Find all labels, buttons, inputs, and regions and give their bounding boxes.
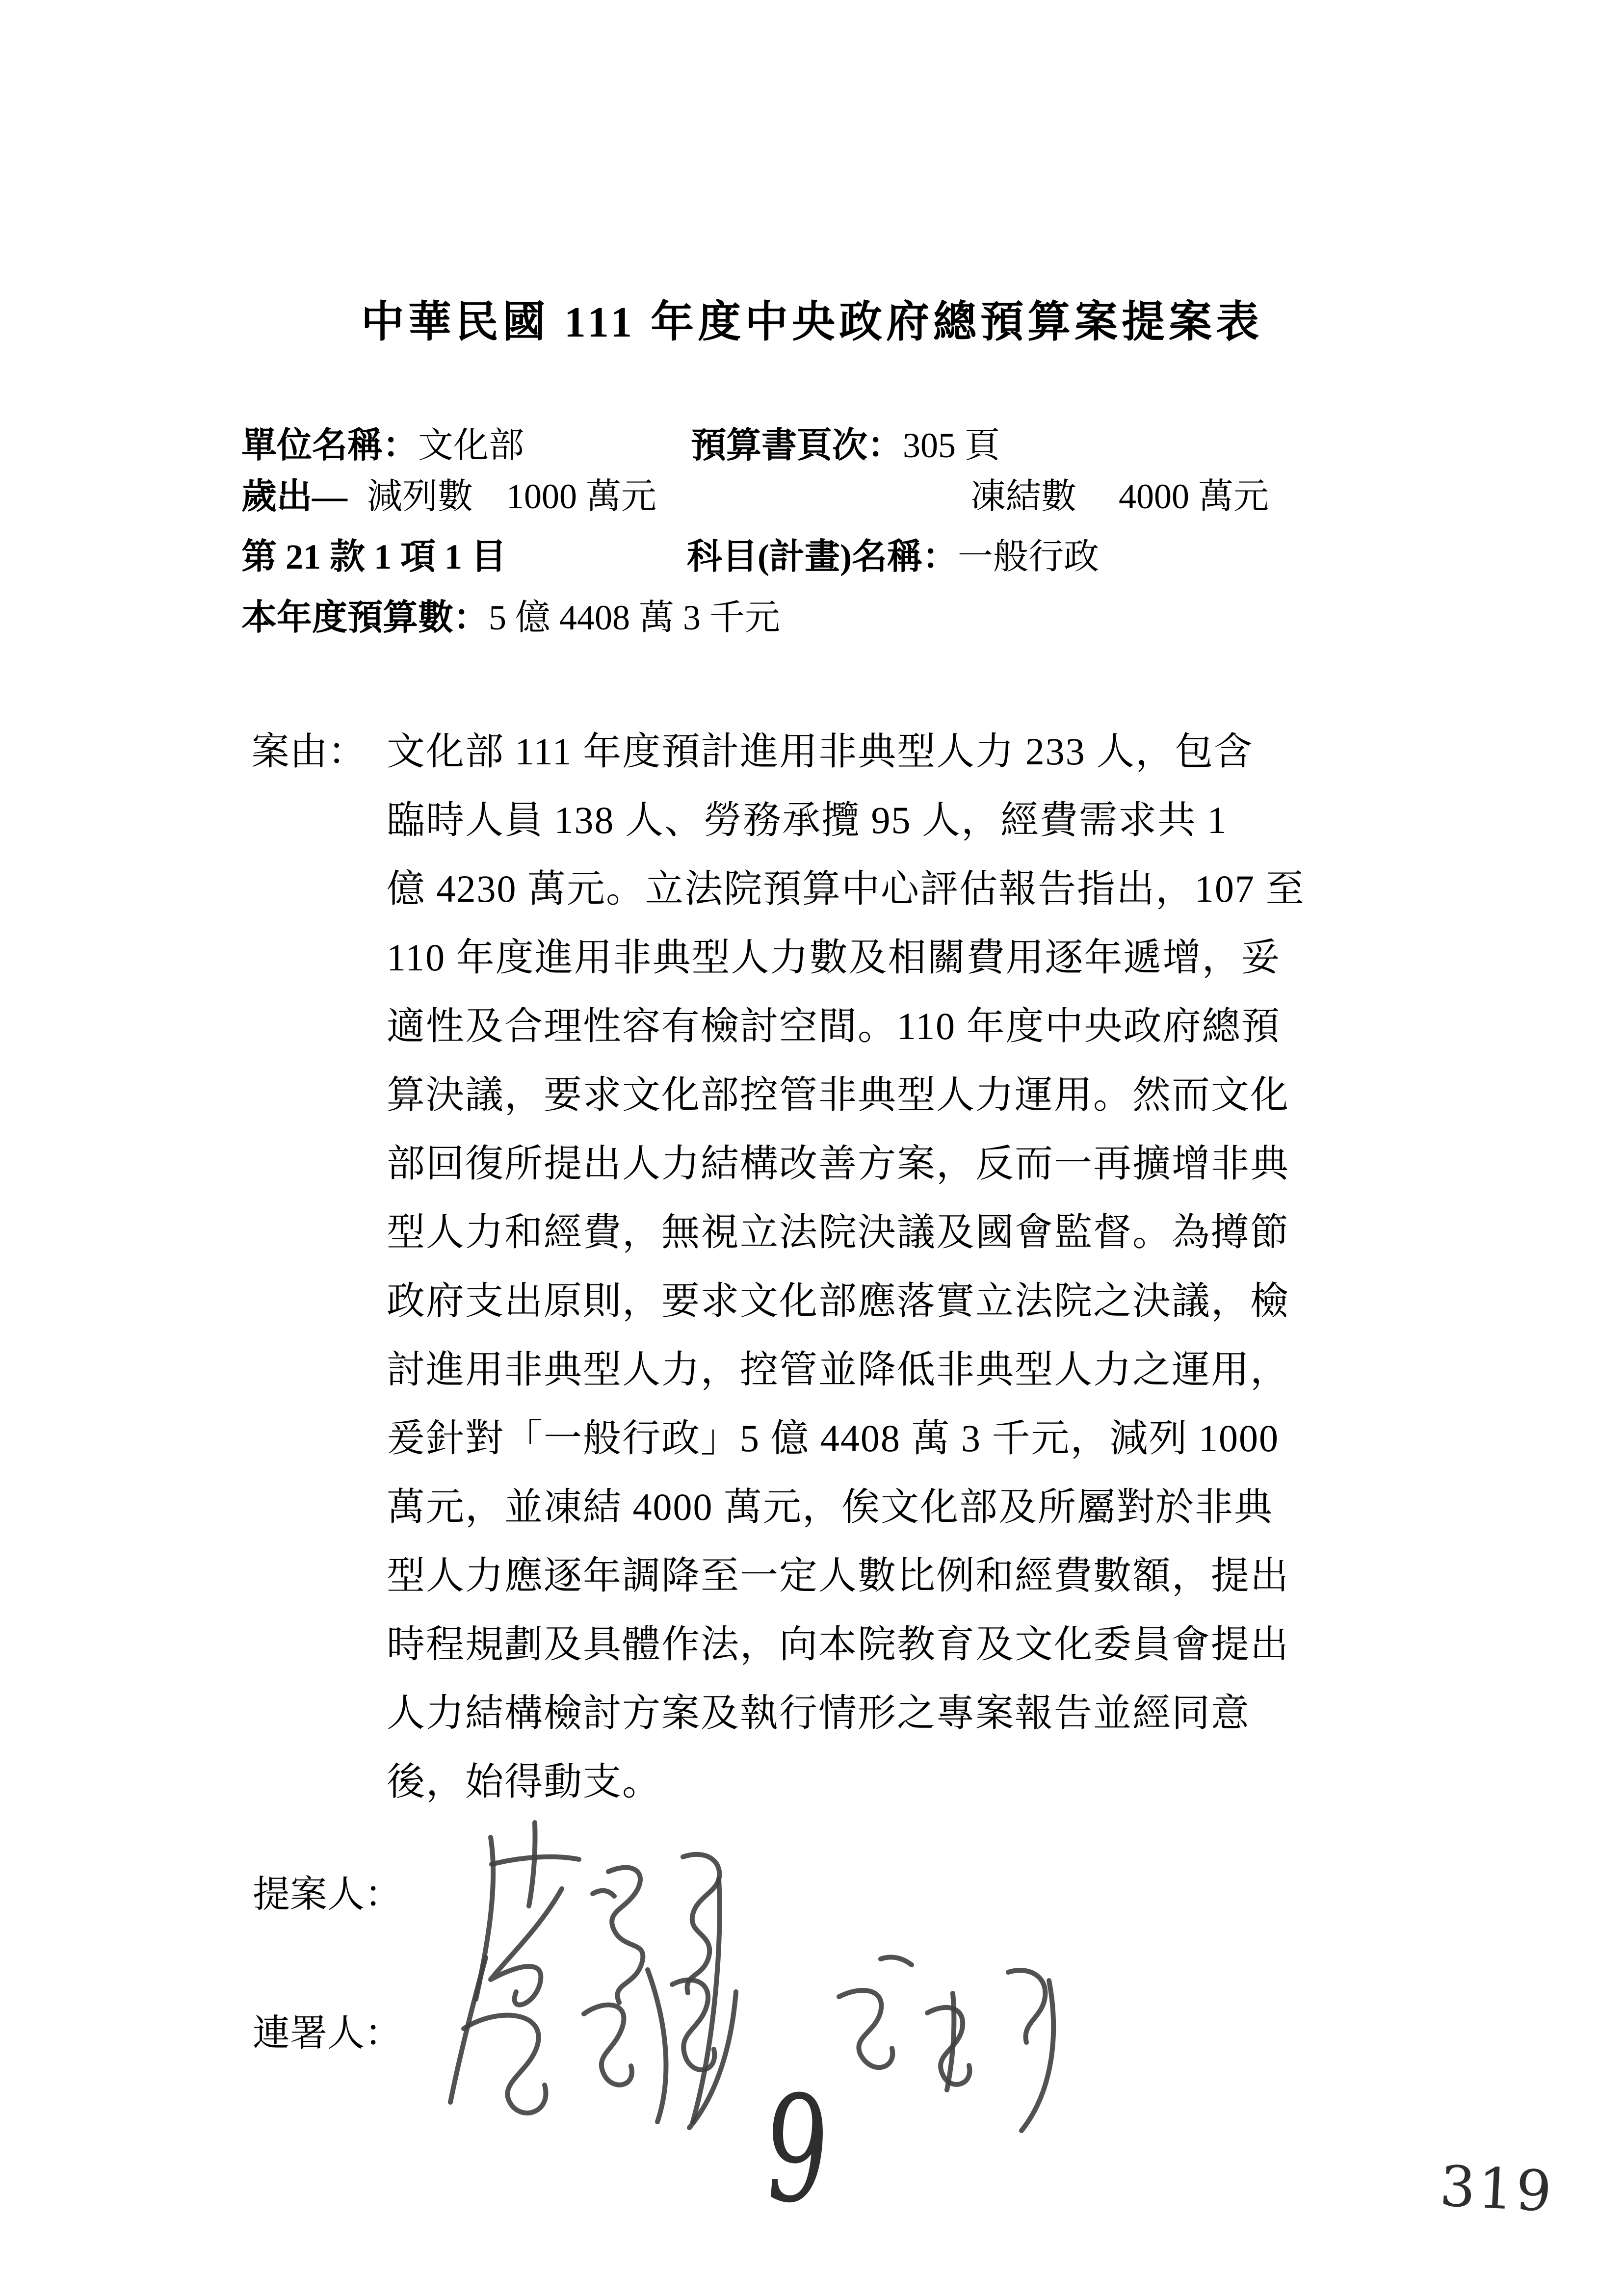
freeze-amount-label: 凍結數 (970, 477, 1077, 516)
subject-group (687, 532, 1099, 581)
header-row-expenditure (0, 472, 1624, 521)
case-line: 萬元，並凍結 4000 萬元，俟文化部及所屬對於非典 (387, 1486, 1274, 1528)
cosigner-label: 連署人： (253, 2013, 402, 2054)
annual-budget-value: 5 億 4408 萬 3 千元 (489, 598, 781, 637)
case-line: 時程規劃及具體作法，向本院教育及文化委員會提出 (387, 1623, 1290, 1666)
case-line: 適性及合理性容有檢討空間。110 年度中央政府總預 (387, 1005, 1281, 1047)
handwritten-mark: 9 (757, 2062, 836, 2239)
subject-label: 科目(計畫)名稱： (687, 537, 958, 576)
annual-budget-label: 本年度預算數： (241, 598, 489, 637)
budget-page-group (691, 421, 1000, 470)
cosigner-signature-2 (839, 1957, 1053, 2131)
cut-amount-label: 減列數 (367, 477, 473, 516)
case-label: 案由： (251, 730, 367, 773)
header-row-unit (0, 421, 1624, 470)
case-line: 億 4230 萬元。立法院預算中心評估報告指出，107 至 (387, 867, 1305, 910)
case-body (387, 717, 1456, 1816)
freeze-amount-value: 4000 萬元 (1119, 477, 1269, 516)
header-row-budget (0, 593, 1624, 642)
case-line: 型人力應逐年調降至一定人數比例和經費數額，提出 (387, 1554, 1290, 1597)
case-line: 型人力和經費，無視立法院決議及國會監督。為撙節 (387, 1211, 1290, 1253)
case-line: 政府支出原則，要求文化部應落實立法院之決議，檢 (387, 1279, 1290, 1322)
cut-amount-value: 1000 萬元 (506, 477, 657, 516)
case-line: 文化部 111 年度預計進用非典型人力 233 人，包含 (387, 730, 1254, 773)
unit-name-value: 文化部 (418, 426, 524, 465)
item-clause: 第 21 款 1 項 1 目 (241, 537, 507, 576)
expenditure-label: 歲出— (241, 477, 348, 516)
proposer-label: 提案人： (253, 1874, 402, 1915)
budget-page-label: 預算書頁次： (691, 426, 903, 465)
unit-name-group (241, 421, 524, 470)
case-line: 110 年度進用非典型人力數及相關費用逐年遞增，妥 (387, 936, 1281, 979)
case-line: 討進用非典型人力，控管並降低非典型人力之運用， (387, 1348, 1290, 1391)
header-row-subject (0, 532, 1624, 581)
case-line: 臨時人員 138 人、勞務承攬 95 人，經費需求共 1 (387, 799, 1228, 841)
case-line: 部回復所提出人力結構改善方案，反而一再擴增非典 (387, 1142, 1290, 1185)
unit-name-label: 單位名稱： (241, 426, 419, 465)
annual-budget-group (241, 593, 780, 642)
case-line: 後，始得動支。 (387, 1760, 662, 1803)
case-line: 算決議，要求文化部控管非典型人力運用。然而文化 (387, 1073, 1290, 1116)
case-line: 人力結構檢討方案及執行情形之專案報告並經同意 (387, 1692, 1251, 1734)
subject-value: 一般行政 (957, 537, 1099, 576)
cosigner-signature-1 (450, 1957, 736, 2128)
handwritten-page-number: 319 (1438, 2153, 1556, 2225)
page-title: 中華民國 111 年度中央政府總預算案提案表 (361, 299, 1263, 346)
case-line: 爰針對「一般行政」5 億 4408 萬 3 千元，減列 1000 (387, 1417, 1280, 1460)
budget-page-value: 305 頁 (903, 426, 1000, 465)
